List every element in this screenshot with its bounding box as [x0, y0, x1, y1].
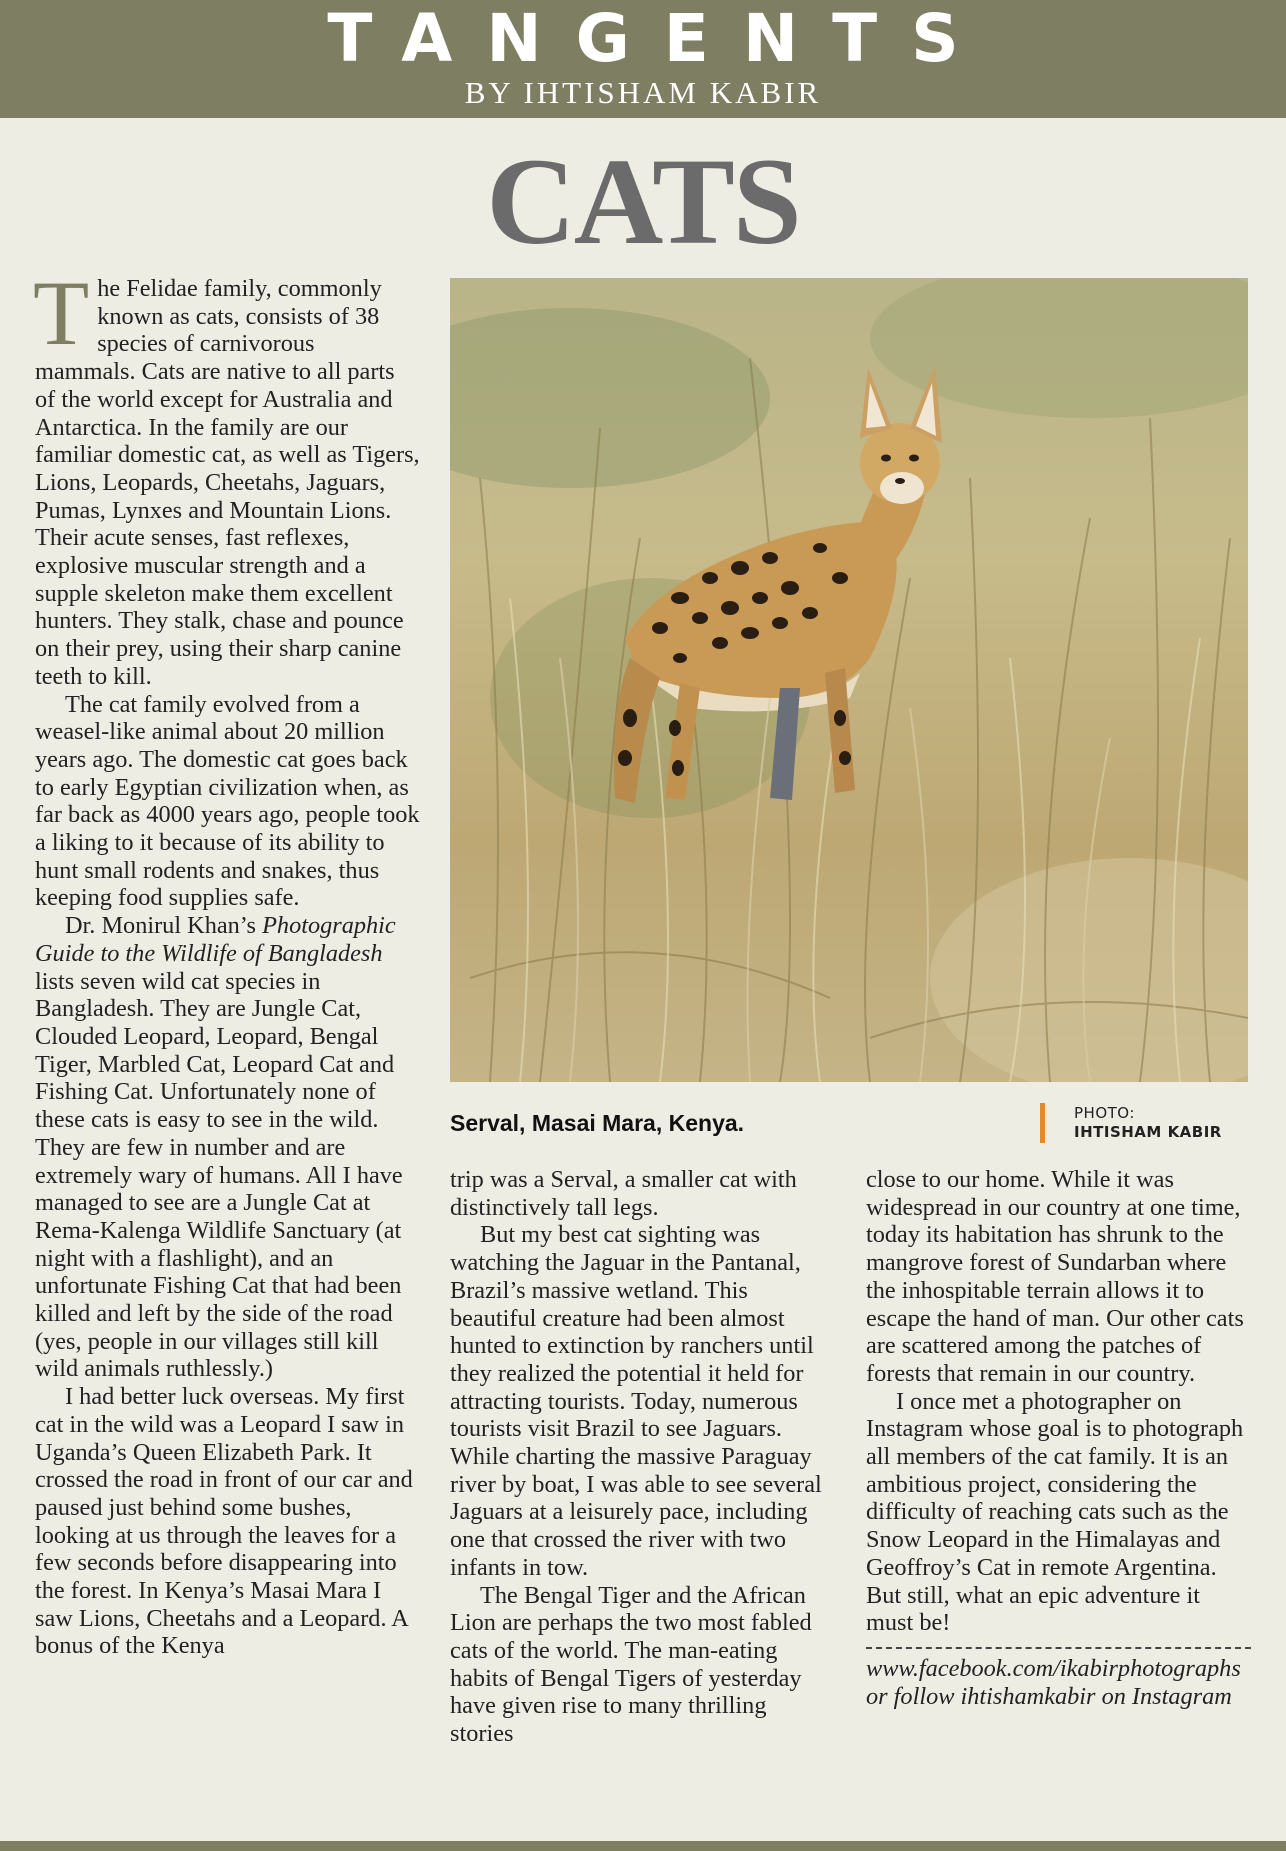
drop-cap: T	[33, 262, 90, 364]
paragraph: I once met a photographer on Instagram whose goal is to photograph all members of the cat family. It is an ambitious project, considering the difficulty of reaching cats such as the Snow Leopard in the Himalayas and Geoffroy’s Cat in remote Argentina. But still, what an epic adventure it must be!	[866, 1387, 1244, 1637]
serval-illustration	[450, 278, 1248, 1082]
paragraph: close to our home. While it was widespread in our country at one time, today its habitation has shrunk to the mangrove forest of Sundarban where the inhospitable terrain allows it to escape the hand of man. Our other cats are scattered among the patches of forests that remain in our country.	[866, 1166, 1244, 1387]
paragraph: trip was a Serval, a smaller cat with distinctively tall legs.	[450, 1166, 797, 1221]
dashed-divider	[866, 1647, 1251, 1649]
article-column-3	[866, 1166, 1251, 1710]
paragraph: The Bengal Tiger and the African Lion are perhaps the two most fabled cats of the world. The man-eating habits of Bengal Tigers of yesterday have given rise to many thrilling stories	[450, 1581, 812, 1748]
article-column-2	[450, 1166, 835, 1748]
bottom-rule	[0, 1841, 1286, 1851]
credit-accent-bar	[1040, 1103, 1045, 1143]
photo-credit	[1074, 1104, 1222, 1142]
facebook-link[interactable]: www.facebook.com/ikabirphotographs	[866, 1654, 1241, 1682]
instagram-note: or follow ihtishamkabir on Instagram	[866, 1682, 1232, 1710]
masthead-title: TANGENTS	[327, 0, 993, 77]
credit-label: PHOTO:	[1074, 1104, 1135, 1122]
article-column-1	[33, 262, 420, 1660]
book-title: Photographic Guide to the Wildlife of Bangladesh	[35, 912, 396, 967]
paragraph: But my best cat sighting was watching the Jaguar in the Pantanal, Brazil’s massive wetland. This beautiful creature had been almost hunted to extinction by ranchers until they realized the potential it held for attracting tourists. Today, numerous tourists visit Brazil to see Jaguars. While charting the massive Paraguay river by boat, I was able to see several Jaguars at a leisurely pace, including one that crossed the river with two infants in tow.	[450, 1221, 822, 1581]
paragraph	[33, 262, 420, 691]
paragraph	[35, 912, 420, 1383]
masthead	[0, 0, 1286, 118]
paragraph-text: lists seven wild cat species in Bangladesh. They are Jungle Cat, Clouded Leopard, Leopard, Bengal Tiger, Marbled Cat, Leopard Cat and Fishing Cat. Unfortunately none of these cats is easy to see in the wild. They are few in number and are extremely wary of humans. All I have managed to see are a Jungle Cat at Rema-Kalenga Wildlife Sanctuary (at night with a flashlight), and an unfortunate Fishing Cat that had been killed and left by the side of the road (yes, people in our villages still kill wild animals ruthlessly.)	[35, 967, 403, 1383]
photo-caption: Serval, Masai Mara, Kenya.	[450, 1110, 745, 1136]
serval-photo	[450, 278, 1248, 1082]
paragraph: I had better luck overseas. My first cat in the wild was a Leopard I saw in Uganda’s Queen Elizabeth Park. It crossed the road in front of our car and paused just behind some bushes, looking at us through the leaves for a few seconds before disappearing into the forest. In Kenya’s Masai Mara I saw Lions, Cheetahs and a Leopard. A bonus of the Kenya	[35, 1383, 413, 1660]
credit-name: IHTISHAM KABIR	[1074, 1123, 1222, 1141]
paragraph-text: Dr. Monirul Khan’s	[65, 912, 263, 940]
paragraph: The cat family evolved from a weasel-like animal about 20 million years ago. The domestic cat goes back to early Egyptian civilization when, as far back as 4000 years ago, people took a liking to it because of its ability to hunt small rodents and snakes, thus keeping food supplies safe.	[35, 690, 420, 912]
article-headline: CATS	[486, 133, 800, 270]
paragraph-text: he Felidae family, commonly known as cats, consists of 38 species of carnivorous mammals. Cats are native to all parts of the world except for Australia and Antarctica. In the family are our familiar domestic cat, as well as Tigers, Lions, Leopards, Cheetahs, Jaguars, Pumas, Lynxes and Mountain Lions. Their acute senses, fast reflexes, explosive muscular strength and a supple skeleton make them excellent hunters. They stalk, chase and pounce on their prey, using their sharp canine teeth to kill.	[35, 275, 420, 690]
masthead-byline: BY IHTISHAM KABIR	[464, 75, 822, 110]
